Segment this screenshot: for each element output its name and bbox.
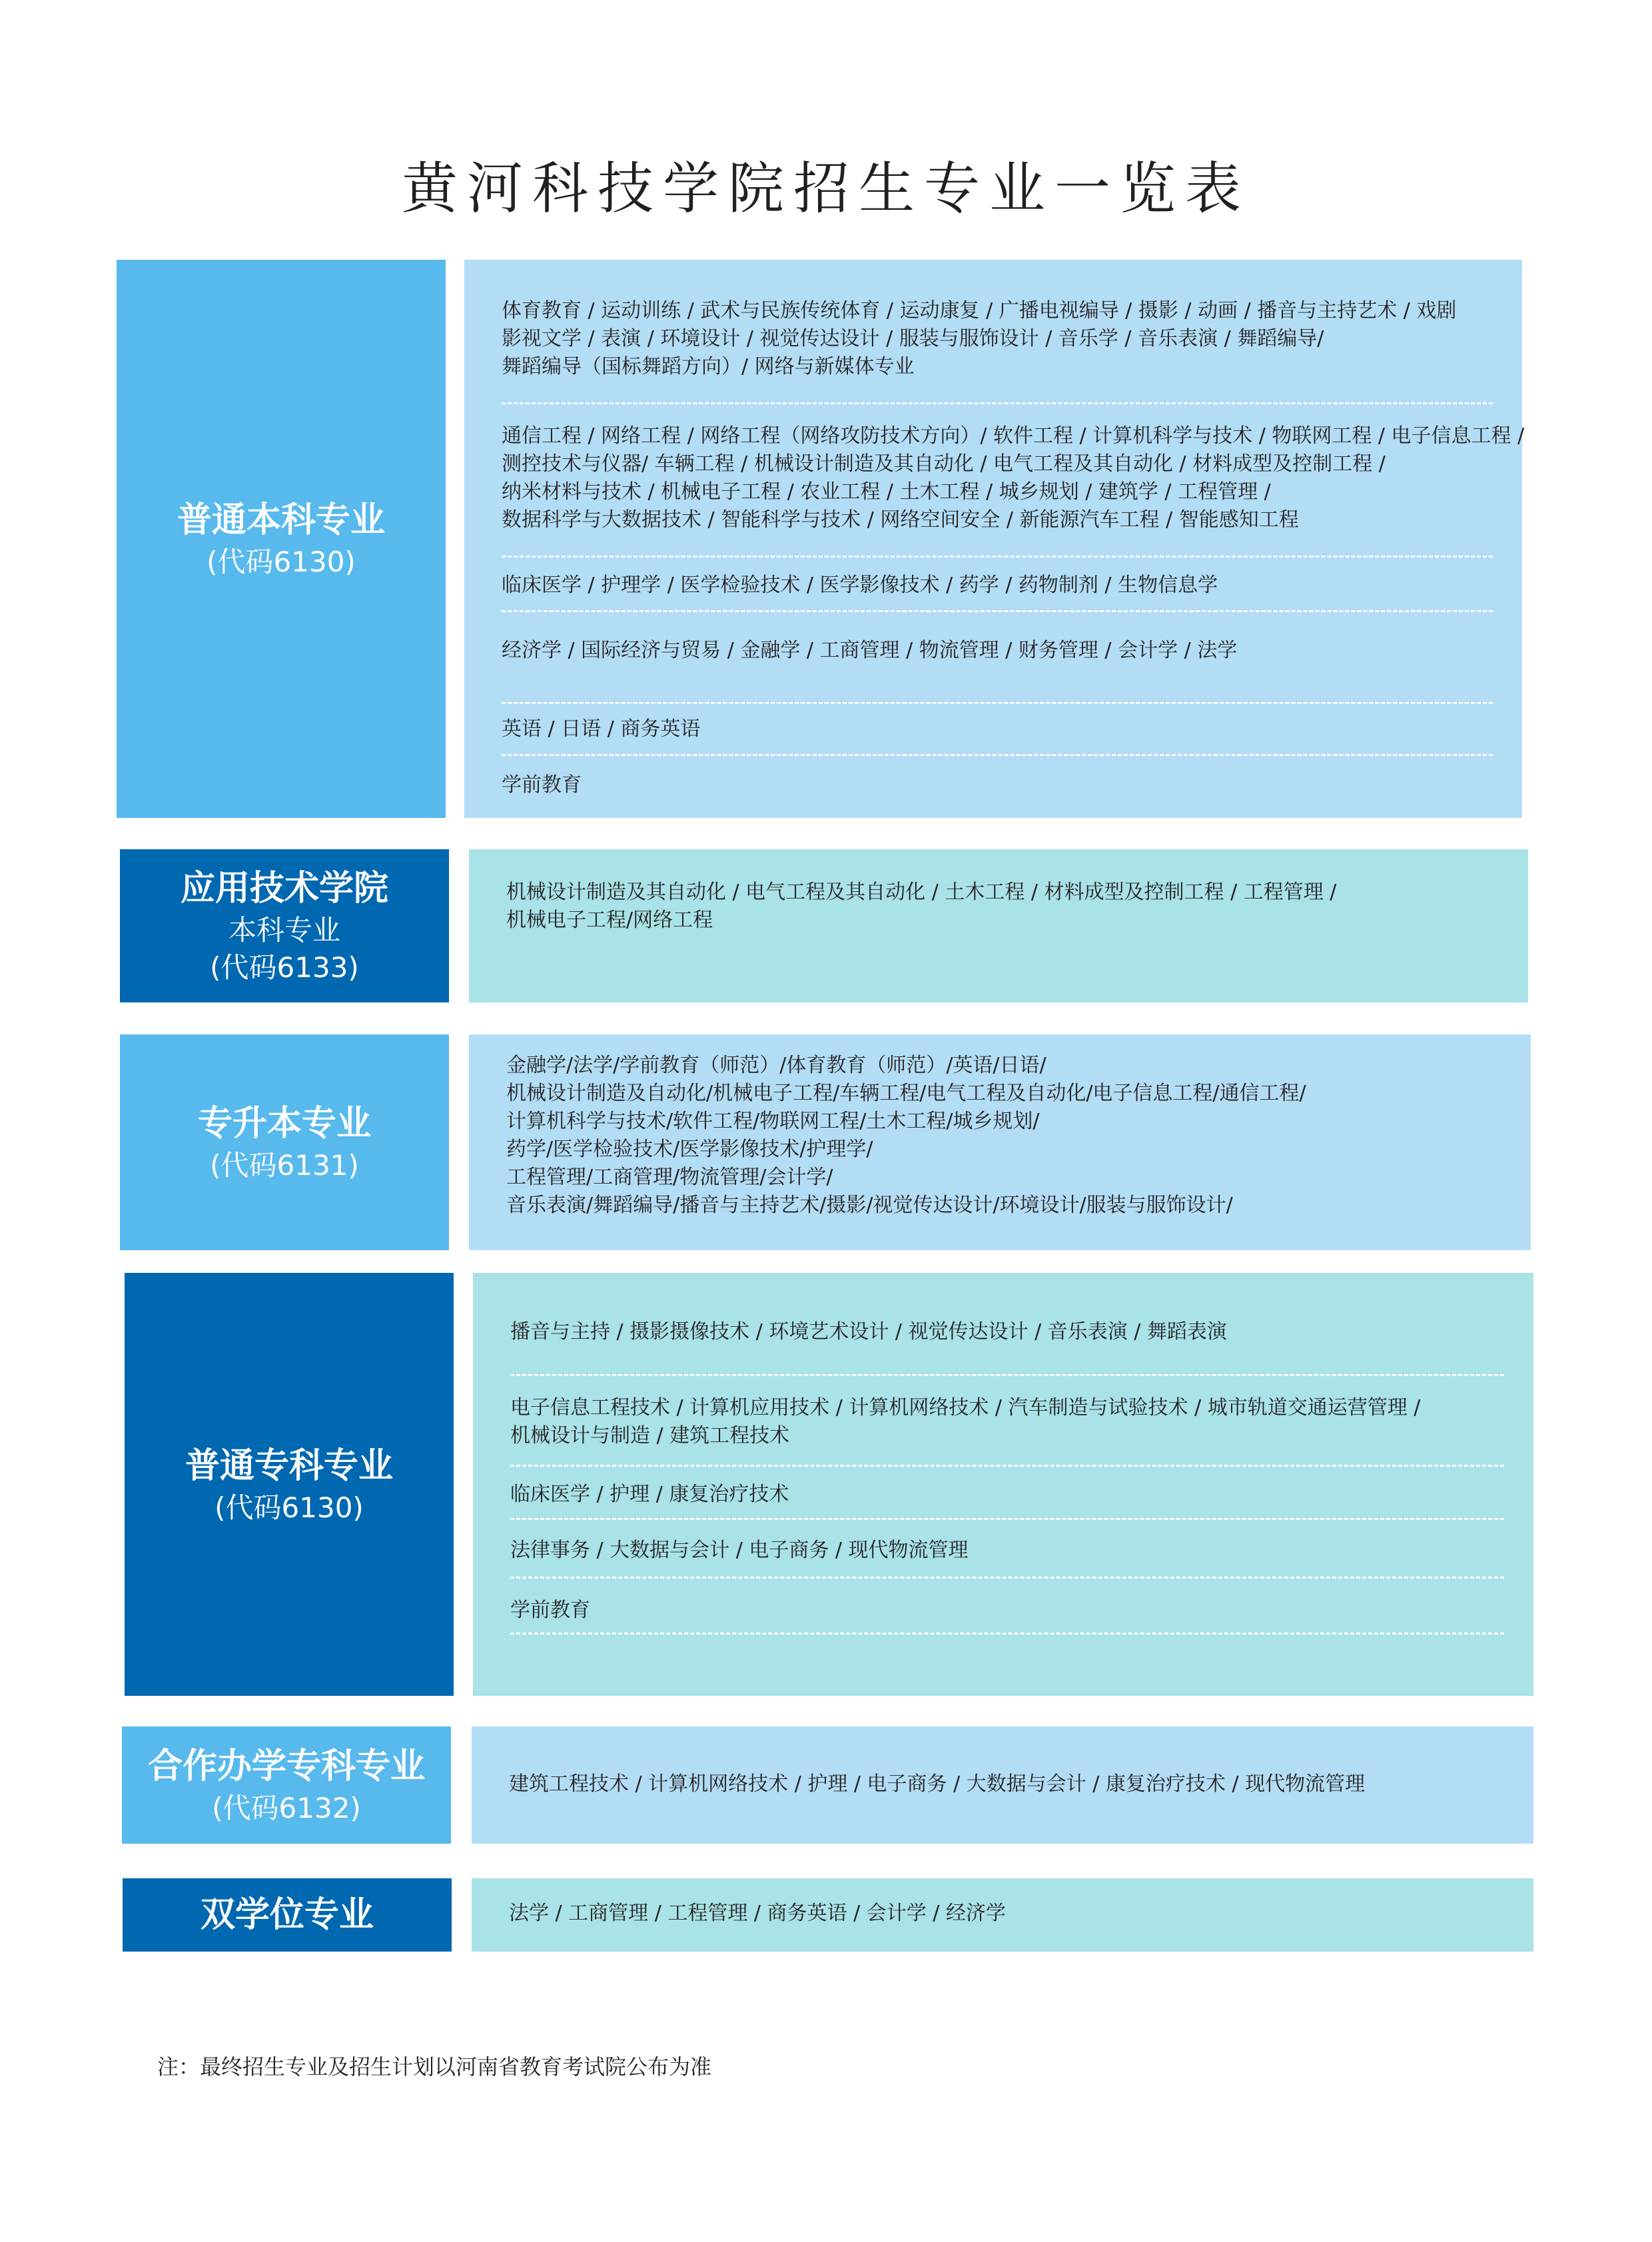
dashed-divider [502,556,1493,558]
major-line: 学前教育 [510,1599,590,1622]
footnote: 注：最终招生专业及招生计划以河南省教育考试院公布为准 [157,2054,712,2079]
major-line: 药学/医学检验技术/医学影像技术/护理学/ [506,1138,873,1161]
section-majors-panel [472,1878,1533,1952]
major-group-education [510,1597,1504,1625]
section-code: (代码6133) [210,951,359,984]
major-line: 测控技术与仪器/ 车辆工程 / 机械设计制造及其自动化 / 电气工程及其自动化 / 材料成型及控制工程 / [502,452,1386,476]
section-subtitle: 本科专业 [228,914,340,946]
dashed-divider [510,1577,1504,1579]
section-majors-panel [469,849,1528,1002]
dashed-divider [510,1465,1504,1467]
major-group-medical [510,1481,1504,1509]
major-line: 计算机科学与技术/软件工程/物联网工程/土木工程/城乡规划/ [506,1110,1040,1133]
major-group-engineering [510,1394,1504,1450]
section-name: 普通专科专业 [185,1445,393,1486]
section-majors-panel [464,260,1525,818]
major-group-languages [502,715,1493,743]
section-label [117,260,446,818]
major-line: 法学 / 工商管理 / 工程管理 / 商务英语 / 会计学 / 经济学 [509,1902,1006,1925]
section-code: (代码6131) [210,1149,359,1182]
dashed-divider [510,1633,1504,1635]
section-name: 合作办学专科专业 [147,1746,425,1786]
major-line: 体育教育 / 运动训练 / 武术与民族传统体育 / 运动康复 / 广播电视编导 / 摄影 / 动画 / 播音与主持艺术 / 戏剧 [502,299,1457,322]
section-label [125,1273,454,1696]
section-majors-panel [473,1273,1533,1696]
major-line: 机械设计制造及自动化/机械电子工程/车辆工程/电气工程及自动化/电子信息工程/通信工程/ [506,1082,1306,1105]
dashed-divider [502,610,1493,612]
major-group-medical [502,571,1493,599]
section-label [120,849,449,1002]
major-line: 金融学/法学/学前教育（师范）/体育教育（师范）/英语/日语/ [506,1054,1046,1077]
major-group [506,879,1499,934]
section-name: 普通本科专业 [177,500,385,540]
section-label [120,1034,449,1250]
section-name: 双学位专业 [200,1895,374,1935]
major-line: 音乐表演/舞蹈编导/播音与主持艺术/摄影/视觉传达设计/环境设计/服装与服饰设计/ [506,1194,1233,1217]
major-line: 工程管理/工商管理/物流管理/会计学/ [506,1166,833,1189]
major-group-engineering [502,422,1525,534]
major-group [509,1770,1504,1798]
major-group-arts [502,297,1493,381]
major-line: 建筑工程技术 / 计算机网络技术 / 护理 / 电子商务 / 大数据与会计 / 康复治疗技术 / 现代物流管理 [509,1772,1366,1796]
major-group-business [510,1537,1504,1565]
section-name: 应用技术学院 [180,869,388,909]
section-name: 专升本专业 [197,1104,371,1144]
section-code: (代码6130) [206,546,356,578]
major-line: 临床医学 / 护理学 / 医学检验技术 / 医学影像技术 / 药学 / 药物制剂 / 生物信息学 [502,573,1218,597]
major-line: 舞蹈编导（国标舞蹈方向）/ 网络与新媒体专业 [502,355,915,378]
major-line: 数据科学与大数据技术 / 智能科学与技术 / 网络空间安全 / 新能源汽车工程 / 智能感知工程 [502,508,1299,532]
major-line: 学前教育 [502,773,582,797]
major-line: 英语 / 日语 / 商务英语 [502,717,701,741]
dashed-divider [502,754,1493,756]
section-label [123,1878,452,1952]
major-line: 通信工程 / 网络工程 / 网络工程（网络攻防技术方向）/ 软件工程 / 计算机科学与技术 / 物联网工程 / 电子信息工程 / [502,424,1525,448]
dashed-divider [502,402,1493,404]
section-code: (代码6132) [212,1792,361,1824]
major-group [509,1900,1504,1928]
section-code: (代码6130) [214,1491,364,1524]
major-line: 临床医学 / 护理 / 康复治疗技术 [510,1483,789,1506]
section-majors-panel [472,1726,1533,1844]
major-line: 机械电子工程/网络工程 [506,909,713,932]
major-group-economics [502,637,1493,665]
major-line: 电子信息工程技术 / 计算机应用技术 / 计算机网络技术 / 汽车制造与试验技术 / 城市轨道交通运营管理 / [510,1396,1421,1419]
section-majors-panel [469,1034,1531,1250]
major-line: 机械设计与制造 / 建筑工程技术 [510,1424,790,1447]
major-line: 法律事务 / 大数据与会计 / 电子商务 / 现代物流管理 [510,1539,969,1562]
dashed-divider [510,1518,1504,1520]
dashed-divider [502,702,1493,704]
major-line: 播音与主持 / 摄影摄像技术 / 环境艺术设计 / 视觉传达设计 / 音乐表演 / 舞蹈表演 [510,1320,1227,1343]
major-group-education [502,771,1493,799]
section-label [122,1726,451,1844]
major-group-arts [510,1318,1504,1346]
major-line: 纳米材料与技术 / 机械电子工程 / 农业工程 / 土木工程 / 城乡规划 / 建筑学 / 工程管理 / [502,480,1271,504]
dashed-divider [510,1374,1504,1376]
major-line: 机械设计制造及其自动化 / 电气工程及其自动化 / 土木工程 / 材料成型及控制工程 / 工程管理 / [506,881,1337,904]
major-line: 影视文学 / 表演 / 环境设计 / 视觉传达设计 / 服装与服饰设计 / 音乐学 / 音乐表演 / 舞蹈编导/ [502,327,1324,350]
page-title: 黄河科技学院招生专业一览表 [401,156,1250,221]
major-group [506,1052,1501,1220]
major-line: 经济学 / 国际经济与贸易 / 金融学 / 工商管理 / 物流管理 / 财务管理 / 会计学 / 法学 [502,639,1238,662]
